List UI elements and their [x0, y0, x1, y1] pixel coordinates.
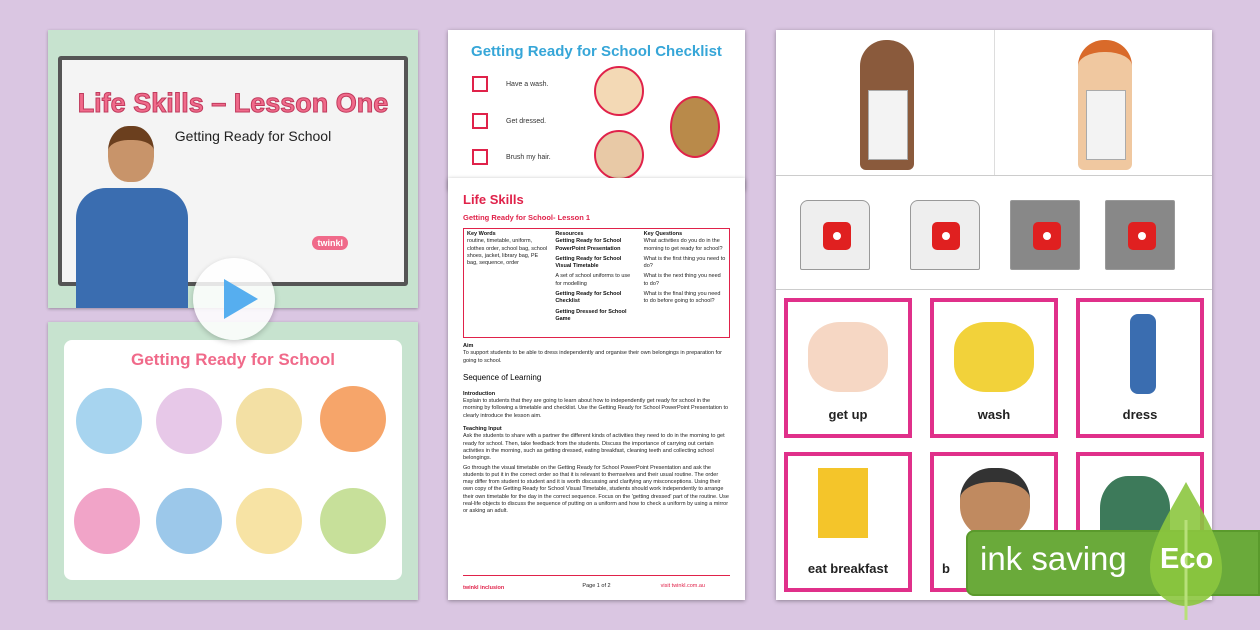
card-label: eat breakfast [807, 561, 889, 576]
checkbox[interactable] [472, 113, 488, 129]
teaching-text: Ask the students to share with a partner the different kinds of activities they need to do in the morning to get ready for school. Then, take feedback from the students. Discuss the importance of carrying out certain activities in the morning, such as getting dressed, eating breakfast, cleaning teeth and collecting school belongings. [463, 433, 725, 462]
dice-icon [823, 222, 851, 250]
schoolbag-image [156, 488, 222, 554]
lesson-subtitle: Getting Ready for School- Lesson 1 [463, 213, 591, 222]
teaching-text: Go through the visual timetable on the Getting Ready for School PowerPoint Presentation and ask the students to put it in the correct order so that it is relevant to themselves and their usual routine. The order may differ from student to student and it is worth discussing and clarifying any misconceptions. Using their own copy of the Getting Ready for School Visual Timetable, students should work independently to arrange their own timetable for the day in the correct sequence. Focus on the 'getting dressed' part of the routine. Use real-life objects to discuss the sequence of putting on a uniform and how to check a uniform by using a mirror or asking an adult. [463, 464, 729, 515]
toothbrush-image [320, 488, 386, 554]
checklist-item: Have a wash. [506, 81, 549, 88]
bus-image [74, 488, 140, 554]
dice-icon [1128, 222, 1156, 250]
bed-image [76, 388, 142, 454]
wardrobe-image [670, 96, 720, 158]
question-item: What is the next thing you need to do? [643, 273, 721, 287]
clothes-image [236, 388, 302, 454]
checkbox[interactable] [472, 149, 488, 165]
footer-url: visit twinkl.com.au [660, 582, 705, 589]
key-words: routine, timetable, uniform, clothes order, school bag, school shoes, jacket, library bag, PE bag, sequence, order [467, 238, 548, 267]
question-item: What is the first thing you need to do? [643, 255, 726, 270]
checklist-item: Brush my hair. [506, 154, 551, 161]
aim-text: To support students to be able to dress independently and organise their own belongings in preparation for going to school. [463, 350, 722, 364]
resource-item: Getting Ready for School Visual Timetable [555, 255, 622, 270]
teaching-heading: Teaching Input [463, 426, 502, 433]
timetable-panel [64, 340, 402, 580]
resource-item: Getting Dressed for School Game [555, 308, 627, 322]
card-dress[interactable] [1076, 298, 1204, 438]
slide-subtitle: Getting Ready for School [174, 128, 332, 144]
intro-heading: Introduction [463, 390, 496, 397]
question-item: What is the final thing you need to do before going to school? [643, 291, 721, 305]
resource-item: Getting Ready for School PowerPoint Presentation [555, 238, 622, 252]
slide-title-text: Life Skills – Lesson One [77, 88, 389, 118]
footer-divider [463, 575, 730, 576]
key-words-heading: Key Words [467, 231, 496, 237]
card-eat-breakfast[interactable] [784, 452, 912, 592]
sequence-heading: Sequence of Learning [463, 372, 542, 382]
checkbox[interactable] [472, 76, 488, 92]
resources-heading: Resources [555, 231, 584, 237]
lesson-plan-document [448, 178, 745, 600]
breakfast-image [320, 386, 386, 452]
twinkl-logo: twinkl [312, 236, 348, 250]
card-wash[interactable] [930, 298, 1058, 438]
card-label: b [942, 561, 950, 576]
intro-text: Explain to students that they are going to learn about how to independently get ready for school in the morning by following a timetable and checklist. Use the Getting Ready for School PowerPoint Presentation to clearly introduce the lesson aim. [463, 398, 729, 419]
resource-item: A set of school uniforms to use for modelling [555, 273, 631, 287]
slide-timetable [48, 322, 418, 600]
teacher-illustration [68, 126, 198, 308]
resource-item: Getting Ready for School Checklist [555, 291, 622, 305]
play-button[interactable] [193, 258, 275, 340]
hair-image [594, 130, 644, 180]
questions-heading: Key Questions [643, 231, 683, 237]
wash-image [156, 388, 222, 454]
checklist-item: Get dressed. [506, 118, 547, 125]
checklist-title: Getting Ready for School Checklist [471, 43, 722, 60]
eco-label: Eco [1160, 543, 1214, 575]
dice-icon [1033, 222, 1061, 250]
lesson-title: Life Skills [463, 192, 524, 207]
figures-row [776, 30, 1212, 176]
question-item: What activities do you do in the morning to get ready for school? [643, 238, 723, 252]
card-label: wash [977, 407, 1011, 422]
checklist-document [448, 30, 745, 190]
wash-image [594, 66, 644, 116]
page-number: Page 1 of 2 [582, 582, 611, 589]
slide2-title: Getting Ready for School [130, 350, 336, 369]
key-info-table [463, 228, 730, 338]
card-get-up[interactable] [784, 298, 912, 438]
aim-heading: Aim [463, 343, 474, 349]
card-label: get up [828, 407, 868, 422]
card-label: dress [1122, 407, 1158, 422]
footer-logo: twinkl inclusion [463, 584, 505, 591]
ink-saving-label: ink saving [980, 540, 1127, 577]
lunchbox-image [236, 488, 302, 554]
dice-icon [932, 222, 960, 250]
